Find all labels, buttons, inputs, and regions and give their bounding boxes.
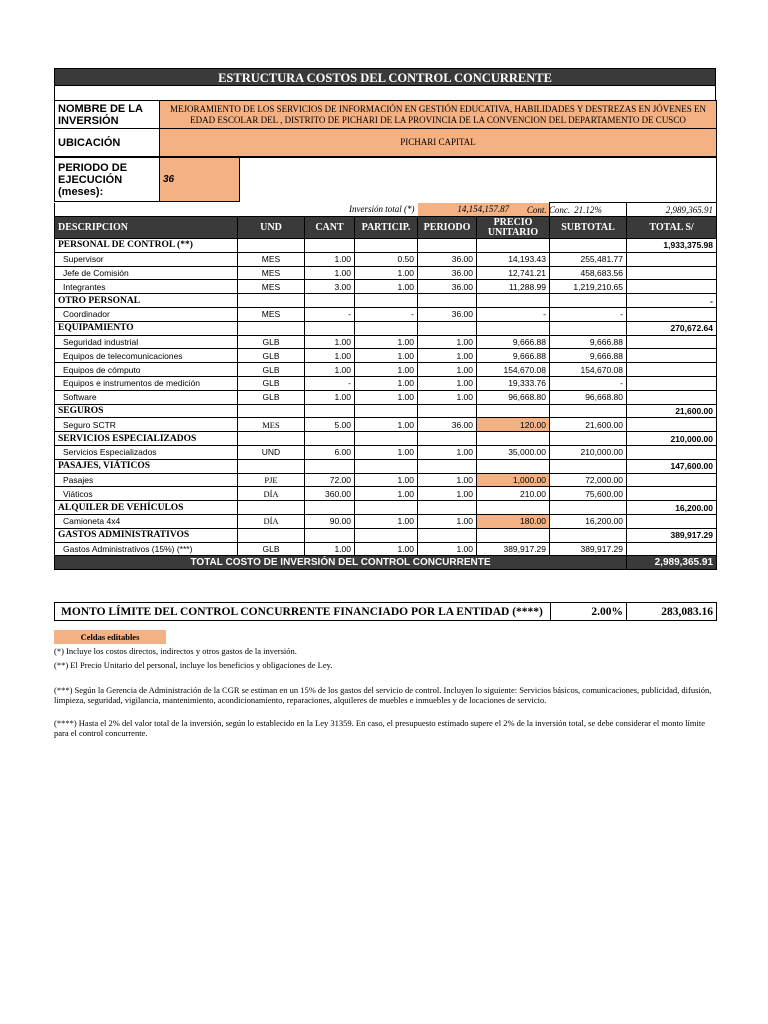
monto-pct: 2.00%	[551, 603, 627, 621]
cell-desc: Supervisor	[55, 252, 238, 266]
empty-cell	[238, 239, 305, 253]
cell-desc: Equipos de cómputo	[55, 363, 238, 377]
empty-cell	[550, 459, 627, 473]
empty-cell	[305, 239, 355, 253]
info-table	[54, 100, 717, 157]
cell-periodo: 1.00	[418, 473, 477, 487]
empty-cell	[627, 349, 717, 363]
cell-part: 1.00	[355, 363, 418, 377]
cell-part: 1.00	[355, 542, 418, 556]
cell-subtotal: 255,481.77	[550, 252, 627, 266]
cell-desc: Servicios Especializados	[55, 445, 238, 459]
section-total: 389,917.29	[627, 528, 717, 542]
empty-cell	[238, 501, 305, 515]
total-value: 2,989,365.91	[627, 556, 717, 570]
empty-cell	[355, 432, 418, 446]
empty-cell	[627, 418, 717, 432]
cell-desc: Camioneta 4x4	[55, 514, 238, 528]
periodo-table	[54, 157, 717, 202]
cell-precio: 154,670.08	[477, 363, 550, 377]
cell-cant: -	[305, 307, 355, 321]
header-cell: PERIODO	[418, 217, 477, 239]
empty-cell	[355, 404, 418, 418]
sheet-title: ESTRUCTURA COSTOS DEL CONTROL CONCURRENTE	[54, 68, 716, 86]
cell-part: 1.00	[355, 335, 418, 349]
cell-cant: 6.00	[305, 445, 355, 459]
cell-part: 1.00	[355, 487, 418, 501]
header-cell: SUBTOTAL	[550, 217, 627, 239]
table-row	[55, 390, 717, 404]
note-2: (**) El Precio Unitario del personal, incluye los beneficios y obligaciones de Ley.	[54, 660, 333, 670]
cell-und: DÍA	[238, 487, 305, 501]
empty-cell	[627, 514, 717, 528]
cell-desc: Coordinador	[55, 307, 238, 321]
section-total: 1,933,375.98	[627, 239, 717, 253]
cell-precio: 389,917.29	[477, 542, 550, 556]
empty-cell	[305, 459, 355, 473]
table-row	[55, 266, 717, 280]
cell-cant: 1.00	[305, 349, 355, 363]
total-label: TOTAL COSTO DE INVERSIÓN DEL CONTROL CONCURRENTE	[55, 556, 627, 570]
cell-desc: Integrantes	[55, 280, 238, 294]
cell-subtotal: 21,600.00	[550, 418, 627, 432]
cell-periodo: 1.00	[418, 514, 477, 528]
empty-cell	[627, 473, 717, 487]
cell-und: MES	[238, 280, 305, 294]
section-total: 270,672.64	[627, 321, 717, 335]
empty-cell	[550, 321, 627, 335]
empty-cell	[418, 404, 477, 418]
note-3: (***) Según la Gerencia de Administración de la CGR se estiman en un 15% de los gastos del servicio de control. Incluyen lo siguiente: Servicios básicos, comunicaciones, publicidad, difusión, limpieza, seguridad, vigilancia, mantenimiento, acondicionamiento, reparaciones, alquileres de muebles e inmuebles y de locaciones de servicio.	[54, 685, 712, 705]
table-row	[55, 335, 717, 349]
empty-cell	[305, 501, 355, 515]
cell-subtotal: 96,668.80	[550, 390, 627, 404]
cell-precio: 96,668.80	[477, 390, 550, 404]
empty-cell	[418, 528, 477, 542]
cell-part: 1.00	[355, 514, 418, 528]
cell-desc: Pasajes	[55, 473, 238, 487]
table-row	[55, 363, 717, 377]
cell-und: GLB	[238, 335, 305, 349]
empty-cell	[627, 363, 717, 377]
section-name: EQUIPAMIENTO	[55, 321, 238, 335]
cell-subtotal: 9,666.88	[550, 335, 627, 349]
empty-cell	[305, 404, 355, 418]
empty-cell	[550, 239, 627, 253]
cell-cant: 1.00	[305, 363, 355, 377]
cell-periodo: 36.00	[418, 266, 477, 280]
cell-subtotal: 72,000.00	[550, 473, 627, 487]
periodo-value[interactable]: 36	[160, 158, 240, 202]
cell-subtotal: 1,219,210.65	[550, 280, 627, 294]
section-row	[55, 294, 717, 308]
empty-cell	[355, 459, 418, 473]
column-headers	[55, 217, 717, 239]
cell-desc: Seguridad industrial	[55, 335, 238, 349]
total-row	[55, 556, 717, 570]
cell-part: 1.00	[355, 418, 418, 432]
cell-precio: 210.00	[477, 487, 550, 501]
empty-cell	[477, 501, 550, 515]
empty-cell	[238, 404, 305, 418]
empty-cell	[418, 321, 477, 335]
section-row	[55, 321, 717, 335]
monto-label: MONTO LÍMITE DEL CONTROL CONCURRENTE FINANCIADO POR LA ENTIDAD (****)	[55, 603, 551, 621]
cell-desc: Equipos de telecomunicaciones	[55, 349, 238, 363]
monto-value: 283,083.16	[627, 603, 717, 621]
cell-und: MES	[238, 307, 305, 321]
empty-cell	[550, 404, 627, 418]
section-name: GASTOS ADMINISTRATIVOS	[55, 528, 238, 542]
cell-subtotal: 210,000.00	[550, 445, 627, 459]
empty-cell	[238, 432, 305, 446]
empty-cell	[627, 266, 717, 280]
cont-label: Cont. Conc.	[526, 204, 571, 215]
header-cell: TOTAL S/	[627, 217, 717, 239]
nombre-value[interactable]: MEJORAMIENTO DE LOS SERVICIOS DE INFORMACIÓN EN GESTIÓN EDUCATIVA, HABILIDADES Y DESTREZAS EN JÓVENES EN EDAD ESCOLAR DEL , DISTRITO DE PICHARI DE LA PROVINCIA DE LA CONVENCION DEL DEPARTAMENTO DE CUSCO	[160, 101, 717, 129]
cell-precio: 14,193.43	[477, 252, 550, 266]
nombre-label: NOMBRE DE LA INVERSIÓN	[55, 101, 160, 129]
table-row	[55, 307, 717, 321]
empty-cell	[305, 432, 355, 446]
cell-und: MES	[238, 418, 305, 432]
table-row	[55, 473, 717, 487]
empty-cell	[627, 307, 717, 321]
section-name: ALQUILER DE VEHÍCULOS	[55, 501, 238, 515]
section-total: 147,600.00	[627, 459, 717, 473]
cell-subtotal: 75,600.00	[550, 487, 627, 501]
editable-legend: Celdas editables	[54, 630, 166, 644]
empty-cell	[418, 459, 477, 473]
cell-desc: Jefe de Comisión	[55, 266, 238, 280]
empty-cell	[477, 404, 550, 418]
cell-subtotal: -	[550, 307, 627, 321]
section-row	[55, 239, 717, 253]
table-row	[55, 487, 717, 501]
table-row	[55, 349, 717, 363]
cell-precio: 12,741.21	[477, 266, 550, 280]
section-name: SEGUROS	[55, 404, 238, 418]
cell-und: GLB	[238, 376, 305, 390]
empty-cell	[305, 321, 355, 335]
cell-periodo: 1.00	[418, 487, 477, 501]
empty-cell	[305, 294, 355, 308]
cell-desc: Viáticos	[55, 487, 238, 501]
header-cell: DESCRIPCION	[55, 217, 238, 239]
cell-periodo: 36.00	[418, 252, 477, 266]
cell-part: 1.00	[355, 280, 418, 294]
empty-cell	[627, 445, 717, 459]
cell-precio: 11,288.99	[477, 280, 550, 294]
costs-table	[54, 202, 717, 570]
cell-desc: Seguro SCTR	[55, 418, 238, 432]
cell-periodo: 1.00	[418, 335, 477, 349]
cell-precio: 35,000.00	[477, 445, 550, 459]
inversion-value[interactable]: 14,154,157.87	[418, 203, 550, 217]
cell-und: UND	[238, 445, 305, 459]
section-row	[55, 459, 717, 473]
header-cell: PRECIO UNITARIO	[477, 217, 550, 239]
table-row	[55, 542, 717, 556]
empty-cell	[627, 542, 717, 556]
cell-subtotal: 458,683.56	[550, 266, 627, 280]
cell-part: 1.00	[355, 473, 418, 487]
table-row	[55, 418, 717, 432]
section-name: PASAJES, VIÁTICOS	[55, 459, 238, 473]
section-row	[55, 432, 717, 446]
cell-precio[interactable]: 180.00	[477, 514, 550, 528]
empty-cell	[355, 321, 418, 335]
cell-part: 1.00	[355, 390, 418, 404]
cell-und: MES	[238, 266, 305, 280]
empty-cell	[627, 280, 717, 294]
section-name: SERVICIOS ESPECIALIZADOS	[55, 432, 238, 446]
cell-cant: 1.00	[305, 542, 355, 556]
ubicacion-value[interactable]: PICHARI CAPITAL	[160, 129, 717, 157]
cell-cant: 1.00	[305, 390, 355, 404]
section-row	[55, 501, 717, 515]
cell-part: 1.00	[355, 349, 418, 363]
periodo-label: PERIODO DE EJECUCIÓN (meses):	[55, 158, 160, 202]
empty-cell	[627, 335, 717, 349]
cell-und: DÍA	[238, 514, 305, 528]
empty-cell	[477, 432, 550, 446]
cell-subtotal: 9,666.88	[550, 349, 627, 363]
inversion-label: Inversión total (*)	[349, 204, 415, 215]
cell-periodo: 1.00	[418, 349, 477, 363]
cell-part: 1.00	[355, 266, 418, 280]
section-total: 210,000.00	[627, 432, 717, 446]
table-row	[55, 445, 717, 459]
table-row	[55, 514, 717, 528]
cont-pct: Cont. Conc. 21.12%	[550, 203, 627, 217]
cell-periodo: 36.00	[418, 307, 477, 321]
empty-cell	[477, 321, 550, 335]
empty-cell	[418, 432, 477, 446]
table-row	[55, 376, 717, 390]
empty-cell	[550, 294, 627, 308]
header-cell: PARTICIP.	[355, 217, 418, 239]
cell-subtotal: 154,670.08	[550, 363, 627, 377]
empty-cell	[238, 294, 305, 308]
empty-cell	[238, 528, 305, 542]
empty-cell	[238, 321, 305, 335]
cell-cant: 1.00	[305, 335, 355, 349]
empty-cell	[627, 252, 717, 266]
cell-cant: 1.00	[305, 266, 355, 280]
empty-cell	[355, 528, 418, 542]
cont-value: 2,989,365.91	[627, 203, 717, 217]
section-row	[55, 528, 717, 542]
cell-subtotal: 389,917.29	[550, 542, 627, 556]
section-total: 16,200.00	[627, 501, 717, 515]
empty-cell	[550, 432, 627, 446]
cell-periodo: 1.00	[418, 542, 477, 556]
cell-part: -	[355, 307, 418, 321]
cell-cant: 3.00	[305, 280, 355, 294]
empty-cell	[550, 501, 627, 515]
empty-cell	[477, 528, 550, 542]
cell-part: 0.50	[355, 252, 418, 266]
cell-precio: 19,333.76	[477, 376, 550, 390]
section-total: 21,600.00	[627, 404, 717, 418]
cell-desc: Equipos e instrumentos de medición	[55, 376, 238, 390]
cell-part: 1.00	[355, 445, 418, 459]
cell-precio[interactable]: 120.00	[477, 418, 550, 432]
section-name: OTRO PERSONAL	[55, 294, 238, 308]
cell-und: GLB	[238, 542, 305, 556]
cell-subtotal: -	[550, 376, 627, 390]
header-cell: UND	[238, 217, 305, 239]
cell-periodo: 36.00	[418, 418, 477, 432]
cell-und: GLB	[238, 349, 305, 363]
cell-subtotal: 16,200.00	[550, 514, 627, 528]
note-4: (****) Hasta el 2% del valor total de la inversión, según lo establecido en la Ley 31359. En caso, el presupuesto estimado supere el 2% de la inversión total, se debe considerar el monto límite para el control concurrente.	[54, 718, 706, 738]
empty-cell	[238, 459, 305, 473]
cell-precio: -	[477, 307, 550, 321]
empty-cell	[355, 239, 418, 253]
cell-part: 1.00	[355, 376, 418, 390]
section-total: -	[627, 294, 717, 308]
empty-cell	[477, 459, 550, 473]
section-name: PERSONAL DE CONTROL (**)	[55, 239, 238, 253]
empty-cell	[355, 294, 418, 308]
section-row	[55, 404, 717, 418]
cell-periodo: 36.00	[418, 280, 477, 294]
cell-periodo: 1.00	[418, 445, 477, 459]
cell-cant: -	[305, 376, 355, 390]
cell-periodo: 1.00	[418, 363, 477, 377]
empty-cell	[477, 239, 550, 253]
cell-precio: 9,666.88	[477, 335, 550, 349]
empty-cell	[627, 376, 717, 390]
empty-cell	[550, 528, 627, 542]
ubicacion-label: UBICACIÓN	[55, 129, 160, 157]
empty-cell	[627, 390, 717, 404]
empty-cell	[355, 501, 418, 515]
cost-sheet	[54, 68, 716, 570]
cell-cant: 1.00	[305, 252, 355, 266]
empty-cell	[418, 239, 477, 253]
cell-und: GLB	[238, 363, 305, 377]
cell-cant: 5.00	[305, 418, 355, 432]
empty-cell	[305, 528, 355, 542]
cell-cant: 90.00	[305, 514, 355, 528]
cell-precio[interactable]: 1,000.00	[477, 473, 550, 487]
empty-cell	[418, 501, 477, 515]
empty-cell	[627, 487, 717, 501]
cell-desc: Software	[55, 390, 238, 404]
header-cell: CANT	[305, 217, 355, 239]
cell-precio: 9,666.88	[477, 349, 550, 363]
cell-und: PJE	[238, 473, 305, 487]
monto-table	[54, 602, 717, 621]
note-1: (*) Incluye los costos directos, indirectos y otros gastos de la inversión.	[54, 646, 297, 656]
empty-cell	[418, 294, 477, 308]
cell-periodo: 1.00	[418, 376, 477, 390]
cell-desc: Gastos Administrativos (15%) (***)	[55, 542, 238, 556]
cell-und: MES	[238, 252, 305, 266]
cell-cant: 360.00	[305, 487, 355, 501]
cell-periodo: 1.00	[418, 390, 477, 404]
table-row	[55, 280, 717, 294]
table-row	[55, 252, 717, 266]
cell-und: GLB	[238, 390, 305, 404]
cell-cant: 72.00	[305, 473, 355, 487]
empty-cell	[477, 294, 550, 308]
